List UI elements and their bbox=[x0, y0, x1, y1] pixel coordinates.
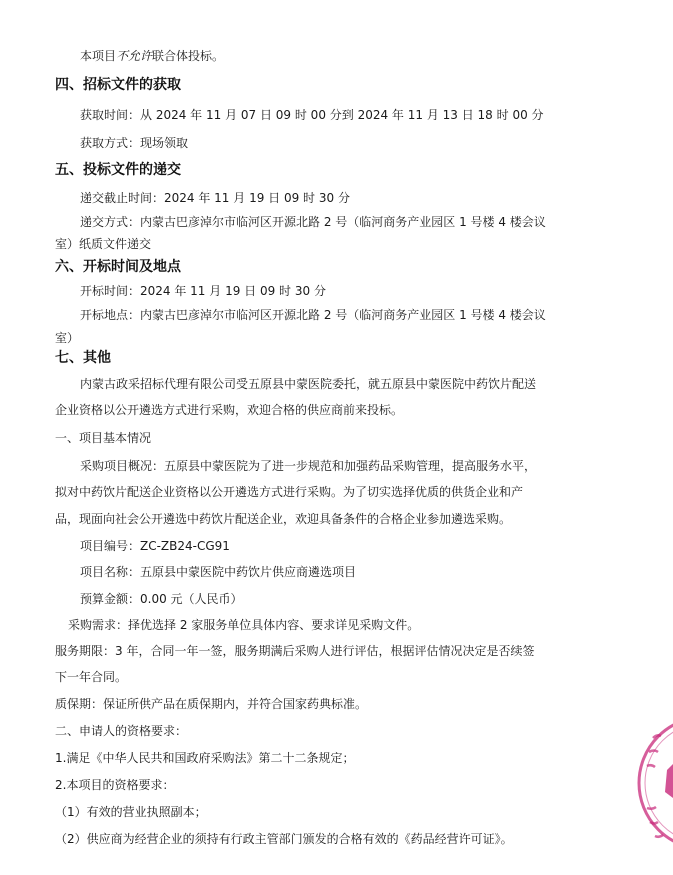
section-5-method-line-2: 室）纸质文件递交 bbox=[55, 237, 152, 251]
requirement-2-item-1: （1）有效的营业执照副本； bbox=[55, 805, 207, 819]
project-number: 项目编号：ZC-ZB24-CG91 bbox=[80, 539, 230, 553]
budget-amount: 预算金额：0.00 元（人民币） bbox=[80, 592, 243, 606]
section-5-method-line-1: 递交方式：内蒙古巴彦淖尔市临河区开源北路 2 号（临河商务产业园区 1 号楼 4 楼会议 bbox=[80, 215, 546, 229]
consortium-prefix: 本项目 bbox=[80, 49, 117, 63]
consortium-line bbox=[80, 48, 224, 64]
section-7-para-line-2: 企业资格以公开遴选方式进行采购，欢迎合格的供应商前来投标。 bbox=[55, 403, 404, 417]
requirement-1: 1.满足《中华人民共和国政府采购法》第二十二条规定； bbox=[55, 751, 355, 765]
section-5-deadline: 递交截止时间：2024 年 11 月 19 日 09 时 30 分 bbox=[80, 191, 350, 205]
section-4-method: 获取方式：现场领取 bbox=[80, 136, 189, 150]
requirement-2-item-2: （2）供应商为经营企业的须持有行政主管部门颁发的合格有效的《药品经营许可证》。 bbox=[55, 832, 513, 846]
section-6-place-line-2: 室） bbox=[55, 331, 80, 345]
section-7-para-line-1: 内蒙古政采招标代理有限公司受五原县中蒙医院委托，就五原县中蒙医院中药饮片配送 bbox=[80, 377, 537, 391]
overview-line-1: 采购项目概况：五原县中蒙医院为了进一步规范和加强药品采购管理，提高服务水平， bbox=[80, 459, 537, 473]
section-7-heading: 七、其他 bbox=[55, 350, 111, 366]
project-name: 项目名称：五原县中蒙医院中药饮片供应商遴选项目 bbox=[80, 565, 357, 579]
section-5-heading: 五、投标文件的递交 bbox=[55, 162, 181, 178]
consortium-emphasis: 不允许 bbox=[116, 49, 153, 63]
section-4-heading: 四、招标文件的获取 bbox=[55, 77, 181, 93]
red-seal-stamp bbox=[637, 708, 673, 858]
overview-line-2: 拟对中药饮片配送企业资格以公开遴选方式进行采购。为了切实选择优质的供货企业和产 bbox=[55, 485, 524, 499]
section-6-place-line-1: 开标地点：内蒙古巴彦淖尔市临河区开源北路 2 号（临河商务产业园区 1 号楼 4 楼会议 bbox=[80, 308, 546, 322]
requirement-2: 2.本项目的资格要求： bbox=[55, 778, 175, 792]
subsection-2-heading: 二、申请人的资格要求： bbox=[55, 724, 188, 738]
service-period-line-1: 服务期限：3 年，合同一年一签，服务期满后采购人进行评估，根据评估情况决定是否续签 bbox=[55, 644, 535, 658]
subsection-1-heading: 一、项目基本情况 bbox=[55, 431, 152, 445]
service-period-line-2: 下一年合同。 bbox=[55, 670, 128, 684]
section-6-time: 开标时间：2024 年 11 月 19 日 09 时 30 分 bbox=[80, 284, 326, 298]
consortium-suffix: 联合体投标。 bbox=[152, 49, 225, 63]
overview-line-3: 品，现面向社会公开遴选中药饮片配送企业，欢迎具备条件的合格企业参加遴选采购。 bbox=[55, 512, 512, 526]
section-6-heading: 六、开标时间及地点 bbox=[55, 259, 181, 275]
warranty-line: 质保期：保证所供产品在质保期内，并符合国家药典标准。 bbox=[55, 697, 368, 711]
seal-graphic bbox=[637, 708, 673, 858]
section-4-time: 获取时间：从 2024 年 11 月 07 日 09 时 00 分到 2024 年 11 月 13 日 18 时 00 分 bbox=[80, 108, 544, 122]
procurement-demand: 采购需求：择优选择 2 家服务单位具体内容、要求详见采购文件。 bbox=[68, 618, 420, 632]
